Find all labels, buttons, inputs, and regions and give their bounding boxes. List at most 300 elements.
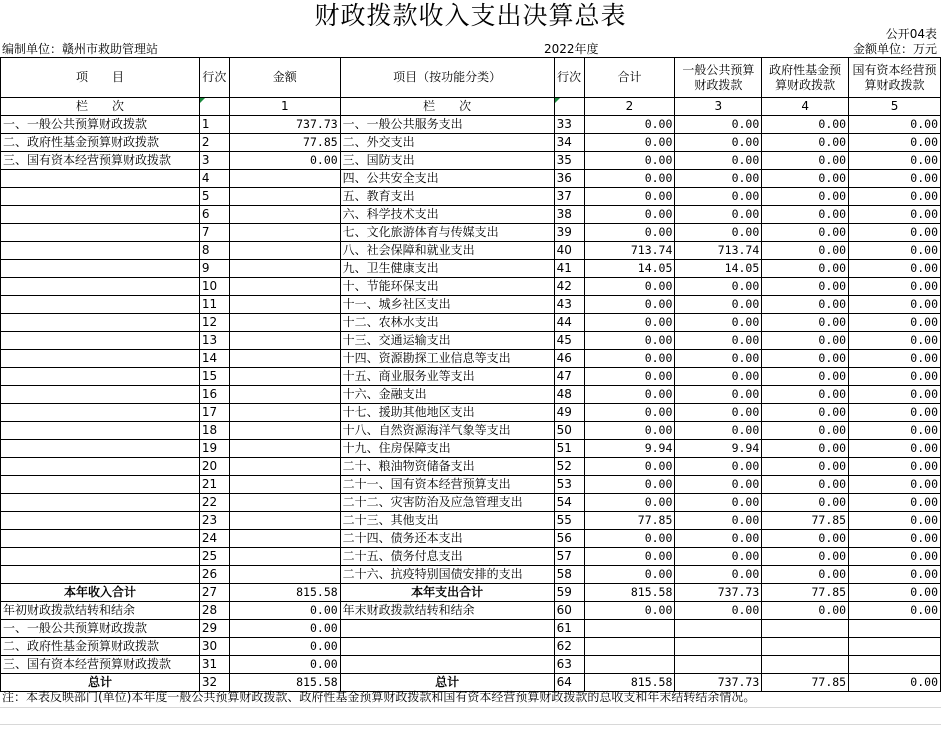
cell-fund: 0.00 (762, 260, 849, 278)
cell-amount (229, 350, 340, 368)
cell-item-func: 二十六、抗疫特别国债安排的支出 (340, 566, 554, 584)
cell-row-no: 4 (199, 170, 229, 188)
table-row (1, 224, 941, 242)
cell-item-func: 八、社会保障和就业支出 (340, 242, 554, 260)
cell-general: 0.00 (675, 566, 762, 584)
cell-state: 0.00 (849, 512, 941, 530)
cell-total: 0.00 (584, 386, 675, 404)
cell-general (675, 638, 762, 656)
report-title: 财政拨款收入支出决算总表 (314, 1, 627, 30)
cell-fund (762, 638, 849, 656)
cell-fund: 0.00 (762, 278, 849, 296)
cell-amount (229, 170, 340, 188)
cell-row-no: 32 (199, 674, 229, 692)
cell-total: 0.00 (584, 494, 675, 512)
cell-row-no-2: 54 (554, 494, 584, 512)
table-row (1, 422, 941, 440)
cell-row-no: 2 (199, 134, 229, 152)
cell-fund: 0.00 (762, 188, 849, 206)
cell-general: 0.00 (675, 476, 762, 494)
cell-amount: 0.00 (229, 620, 340, 638)
cell-fund (762, 620, 849, 638)
cell-state: 0.00 (849, 458, 941, 476)
cell-fund: 0.00 (762, 548, 849, 566)
cell-total: 0.00 (584, 422, 675, 440)
cell-general: 0.00 (675, 188, 762, 206)
cell-state: 0.00 (849, 314, 941, 332)
cell-amount: 737.73 (229, 116, 340, 134)
lan-label: 栏 次 (1, 98, 200, 116)
cell-row-no: 12 (199, 314, 229, 332)
cell-total: 0.00 (584, 458, 675, 476)
table-row (1, 548, 941, 566)
cell-row-no: 23 (199, 512, 229, 530)
cell-item (1, 260, 200, 278)
cell-row-no: 25 (199, 548, 229, 566)
cell-state: 0.00 (849, 116, 941, 134)
cell-amount (229, 296, 340, 314)
cell-general: 0.00 (675, 602, 762, 620)
cell-state: 0.00 (849, 368, 941, 386)
cell-amount (229, 314, 340, 332)
table-row (1, 260, 941, 278)
cell-row-no-2: 48 (554, 386, 584, 404)
cell-state: 0.00 (849, 206, 941, 224)
cell-amount (229, 494, 340, 512)
cell-item-func: 二十一、国有资本经营预算支出 (340, 476, 554, 494)
cell-amount (229, 242, 340, 260)
cell-state: 0.00 (849, 296, 941, 314)
cell-state: 0.00 (849, 584, 941, 602)
cell-general: 737.73 (675, 674, 762, 692)
cell-general: 0.00 (675, 134, 762, 152)
table-row (1, 494, 941, 512)
cell-total: 0.00 (584, 224, 675, 242)
table-row (1, 584, 941, 602)
cell-item (1, 278, 200, 296)
cell-fund: 0.00 (762, 602, 849, 620)
cell-item-func: 年末财政拨款结转和结余 (340, 602, 554, 620)
table-row (1, 620, 941, 638)
cell-general: 0.00 (675, 386, 762, 404)
compiling-unit: 编制单位：赣州市救助管理站 (2, 42, 159, 56)
cell-row-no-2: 40 (554, 242, 584, 260)
cell-row-no: 3 (199, 152, 229, 170)
cell-item (1, 422, 200, 440)
table-row (1, 566, 941, 584)
cell-total: 77.85 (584, 512, 675, 530)
cell-general: 713.74 (675, 242, 762, 260)
table-row (1, 404, 941, 422)
cell-amount: 0.00 (229, 638, 340, 656)
cell-total: 9.94 (584, 440, 675, 458)
cell-fund: 0.00 (762, 530, 849, 548)
cell-fund: 0.00 (762, 386, 849, 404)
cell-item: 年初财政拨款结转和结余 (1, 602, 200, 620)
cell-total: 0.00 (584, 296, 675, 314)
cell-general: 0.00 (675, 404, 762, 422)
cell-general: 0.00 (675, 224, 762, 242)
cell-total: 815.58 (584, 674, 675, 692)
cell-amount: 0.00 (229, 152, 340, 170)
cell-general: 0.00 (675, 332, 762, 350)
form-number: 公开04表 (885, 27, 937, 41)
cell-state: 0.00 (849, 278, 941, 296)
cell-fund: 0.00 (762, 242, 849, 260)
cell-general: 0.00 (675, 548, 762, 566)
cell-row-no: 6 (199, 206, 229, 224)
cell-state: 0.00 (849, 350, 941, 368)
cell-fund: 0.00 (762, 404, 849, 422)
cell-general: 0.00 (675, 530, 762, 548)
cell-total: 713.74 (584, 242, 675, 260)
table-row (1, 188, 941, 206)
cell-state (849, 638, 941, 656)
cell-amount (229, 512, 340, 530)
cell-row-no: 29 (199, 620, 229, 638)
cell-total: 0.00 (584, 116, 675, 134)
cell-row-no: 22 (199, 494, 229, 512)
table-row (1, 350, 941, 368)
lan-col-3: 3 (675, 98, 762, 116)
table-row (1, 116, 941, 134)
cell-row-no-2: 36 (554, 170, 584, 188)
cell-item-func: 十五、商业服务业等支出 (340, 368, 554, 386)
cell-row-no: 13 (199, 332, 229, 350)
cell-total: 0.00 (584, 530, 675, 548)
cell-item-func: 二、外交支出 (340, 134, 554, 152)
cell-amount (229, 332, 340, 350)
cell-row-no: 24 (199, 530, 229, 548)
cell-amount (229, 548, 340, 566)
cell-amount (229, 206, 340, 224)
cell-item: 一、一般公共预算财政拨款 (1, 620, 200, 638)
cell-item-func: 总计 (340, 674, 554, 692)
cell-fund: 0.00 (762, 314, 849, 332)
cell-fund: 77.85 (762, 674, 849, 692)
cell-fund: 0.00 (762, 134, 849, 152)
cell-item: 三、国有资本经营预算财政拨款 (1, 656, 200, 674)
cell-state: 0.00 (849, 242, 941, 260)
cell-total: 0.00 (584, 602, 675, 620)
cell-state: 0.00 (849, 386, 941, 404)
cell-row-no-2: 42 (554, 278, 584, 296)
cell-fund: 0.00 (762, 476, 849, 494)
cell-total: 815.58 (584, 584, 675, 602)
cell-state: 0.00 (849, 224, 941, 242)
cell-row-no-2: 37 (554, 188, 584, 206)
cell-item (1, 170, 200, 188)
cell-total: 0.00 (584, 332, 675, 350)
cell-row-no-2: 38 (554, 206, 584, 224)
cell-state: 0.00 (849, 530, 941, 548)
cell-general: 0.00 (675, 116, 762, 134)
cell-item (1, 386, 200, 404)
cell-row-no: 28 (199, 602, 229, 620)
cell-fund: 0.00 (762, 566, 849, 584)
cell-item (1, 224, 200, 242)
table-row (1, 134, 941, 152)
cell-amount (229, 260, 340, 278)
cell-item-func: 十九、住房保障支出 (340, 440, 554, 458)
cell-row-no-2: 33 (554, 116, 584, 134)
table-row (1, 332, 941, 350)
header-amount: 金额 (229, 58, 340, 98)
table-row (1, 170, 941, 188)
table-row (1, 638, 941, 656)
cell-row-no: 7 (199, 224, 229, 242)
cell-total: 0.00 (584, 548, 675, 566)
cell-item-func: 二十、粮油物资储备支出 (340, 458, 554, 476)
cell-amount (229, 440, 340, 458)
cell-row-no: 9 (199, 260, 229, 278)
header-row-no-2: 行次 (554, 58, 584, 98)
cell-amount: 815.58 (229, 584, 340, 602)
table-row (1, 530, 941, 548)
cell-amount: 0.00 (229, 656, 340, 674)
cell-state: 0.00 (849, 260, 941, 278)
cell-item (1, 314, 200, 332)
cell-total: 0.00 (584, 404, 675, 422)
cell-item-func: 三、国防支出 (340, 152, 554, 170)
cell-fund: 0.00 (762, 494, 849, 512)
cell-fund (762, 656, 849, 674)
cell-row-no-2: 56 (554, 530, 584, 548)
cell-row-no: 11 (199, 296, 229, 314)
cell-row-no-2: 44 (554, 314, 584, 332)
cell-fund: 77.85 (762, 512, 849, 530)
cell-item-func: 五、教育支出 (340, 188, 554, 206)
cell-state: 0.00 (849, 134, 941, 152)
cell-item-func (340, 656, 554, 674)
cell-item (1, 440, 200, 458)
cell-row-no-2: 55 (554, 512, 584, 530)
cell-item-func: 二十五、债务付息支出 (340, 548, 554, 566)
table-row (1, 206, 941, 224)
cell-general: 737.73 (675, 584, 762, 602)
lan-label-2: 栏 次 (340, 98, 554, 116)
cell-amount (229, 224, 340, 242)
cell-row-no: 31 (199, 656, 229, 674)
cell-row-no: 1 (199, 116, 229, 134)
table-row (1, 296, 941, 314)
cell-item (1, 332, 200, 350)
cell-total: 0.00 (584, 134, 675, 152)
cell-item (1, 530, 200, 548)
table-row (1, 278, 941, 296)
cell-item-func (340, 638, 554, 656)
cell-general: 0.00 (675, 152, 762, 170)
cell-row-no: 18 (199, 422, 229, 440)
cell-item (1, 494, 200, 512)
column-index-row (1, 98, 941, 116)
cell-row-no-2: 45 (554, 332, 584, 350)
cell-fund: 0.00 (762, 350, 849, 368)
cell-general: 0.00 (675, 278, 762, 296)
cell-row-no: 17 (199, 404, 229, 422)
cell-total (584, 656, 675, 674)
cell-item-func: 二十四、债务还本支出 (340, 530, 554, 548)
lan-col-1: 1 (229, 98, 340, 116)
cell-item (1, 476, 200, 494)
cell-item-func: 十六、金融支出 (340, 386, 554, 404)
cell-item-func: 十、节能环保支出 (340, 278, 554, 296)
cell-item: 二、政府性基金预算财政拨款 (1, 638, 200, 656)
cell-general (675, 656, 762, 674)
cell-fund: 0.00 (762, 368, 849, 386)
cell-marker (200, 98, 205, 103)
fiscal-year: 2022年度 (544, 42, 599, 56)
cell-item: 总计 (1, 674, 200, 692)
cell-state: 0.00 (849, 494, 941, 512)
header-item: 项 目 (1, 58, 200, 98)
fiscal-table (0, 57, 941, 692)
cell-item-func: 十一、城乡社区支出 (340, 296, 554, 314)
cell-fund: 77.85 (762, 584, 849, 602)
table-row (1, 368, 941, 386)
header-item-func: 项目（按功能分类） (340, 58, 554, 98)
cell-row-no: 27 (199, 584, 229, 602)
cell-item: 本年收入合计 (1, 584, 200, 602)
cell-amount (229, 278, 340, 296)
cell-state: 0.00 (849, 188, 941, 206)
cell-row-no: 16 (199, 386, 229, 404)
table-row (1, 314, 941, 332)
lan-col-5: 5 (849, 98, 941, 116)
cell-row-no: 10 (199, 278, 229, 296)
cell-fund: 0.00 (762, 440, 849, 458)
footnote: 注：本表反映部门(单位)本年度一般公共预算财政拨款、政府性基金预算财政拨款和国有资本经营预算财政拨款的总收支和年末结转结余情况。 (2, 690, 756, 704)
cell-row-no-2: 46 (554, 350, 584, 368)
cell-general: 0.00 (675, 368, 762, 386)
cell-item-func (340, 620, 554, 638)
table-row (1, 656, 941, 674)
cell-total (584, 638, 675, 656)
cell-item-func: 本年支出合计 (340, 584, 554, 602)
cell-item-func: 十二、农林水支出 (340, 314, 554, 332)
cell-total: 0.00 (584, 152, 675, 170)
cell-general: 0.00 (675, 512, 762, 530)
cell-fund: 0.00 (762, 170, 849, 188)
cell-row-no-2: 63 (554, 656, 584, 674)
table-row (1, 386, 941, 404)
cell-general: 0.00 (675, 206, 762, 224)
cell-total: 0.00 (584, 314, 675, 332)
cell-row-no-2: 62 (554, 638, 584, 656)
cell-state: 0.00 (849, 566, 941, 584)
table-row (1, 476, 941, 494)
cell-general (675, 620, 762, 638)
cell-general: 0.00 (675, 458, 762, 476)
table-row (1, 512, 941, 530)
lan-marker-cell-2 (554, 98, 584, 116)
cell-row-no: 26 (199, 566, 229, 584)
cell-item-func: 十七、援助其他地区支出 (340, 404, 554, 422)
cell-fund: 0.00 (762, 332, 849, 350)
cell-general: 14.05 (675, 260, 762, 278)
cell-amount (229, 368, 340, 386)
cell-row-no: 5 (199, 188, 229, 206)
cell-row-no-2: 50 (554, 422, 584, 440)
cell-total: 0.00 (584, 368, 675, 386)
cell-state: 0.00 (849, 602, 941, 620)
cell-item (1, 458, 200, 476)
header-state: 国有资本经营预算财政拨款 (849, 58, 941, 98)
cell-fund: 0.00 (762, 116, 849, 134)
cell-amount: 77.85 (229, 134, 340, 152)
cell-amount (229, 566, 340, 584)
cell-fund: 0.00 (762, 296, 849, 314)
cell-item-func: 六、科学技术支出 (340, 206, 554, 224)
cell-fund: 0.00 (762, 206, 849, 224)
cell-row-no: 20 (199, 458, 229, 476)
cell-fund: 0.00 (762, 152, 849, 170)
cell-item-func: 四、公共安全支出 (340, 170, 554, 188)
cell-total: 0.00 (584, 170, 675, 188)
lan-marker-cell (199, 98, 229, 116)
cell-fund: 0.00 (762, 224, 849, 242)
cell-amount (229, 530, 340, 548)
cell-row-no-2: 39 (554, 224, 584, 242)
cell-general: 0.00 (675, 350, 762, 368)
cell-amount (229, 476, 340, 494)
cell-item-func: 二十三、其他支出 (340, 512, 554, 530)
cell-general: 0.00 (675, 494, 762, 512)
cell-amount (229, 422, 340, 440)
cell-item (1, 188, 200, 206)
cell-fund: 0.00 (762, 458, 849, 476)
cell-item-func: 十三、交通运输支出 (340, 332, 554, 350)
cell-row-no-2: 35 (554, 152, 584, 170)
cell-row-no: 8 (199, 242, 229, 260)
cell-state: 0.00 (849, 476, 941, 494)
cell-amount: 815.58 (229, 674, 340, 692)
cell-general: 0.00 (675, 170, 762, 188)
cell-row-no: 19 (199, 440, 229, 458)
cell-item (1, 350, 200, 368)
cell-row-no-2: 49 (554, 404, 584, 422)
cell-general: 0.00 (675, 296, 762, 314)
cell-total (584, 620, 675, 638)
cell-item-func: 二十二、灾害防治及应急管理支出 (340, 494, 554, 512)
cell-item (1, 296, 200, 314)
cell-total: 14.05 (584, 260, 675, 278)
cell-row-no-2: 60 (554, 602, 584, 620)
money-unit: 金额单位：万元 (852, 42, 937, 56)
table-row (1, 242, 941, 260)
cell-item (1, 242, 200, 260)
cell-row-no: 30 (199, 638, 229, 656)
cell-total: 0.00 (584, 188, 675, 206)
header-general: 一般公共预算财政拨款 (675, 58, 762, 98)
cell-item (1, 206, 200, 224)
cell-row-no-2: 41 (554, 260, 584, 278)
spreadsheet-gridlines (0, 707, 941, 737)
cell-row-no-2: 53 (554, 476, 584, 494)
cell-item-func: 十八、自然资源海洋气象等支出 (340, 422, 554, 440)
cell-row-no-2: 58 (554, 566, 584, 584)
cell-general: 0.00 (675, 422, 762, 440)
cell-total: 0.00 (584, 566, 675, 584)
cell-item-func: 一、一般公共服务支出 (340, 116, 554, 134)
cell-row-no-2: 34 (554, 134, 584, 152)
header-row (1, 58, 941, 98)
table-body (1, 116, 941, 692)
cell-state (849, 620, 941, 638)
cell-fund: 0.00 (762, 422, 849, 440)
cell-item (1, 548, 200, 566)
cell-state (849, 656, 941, 674)
